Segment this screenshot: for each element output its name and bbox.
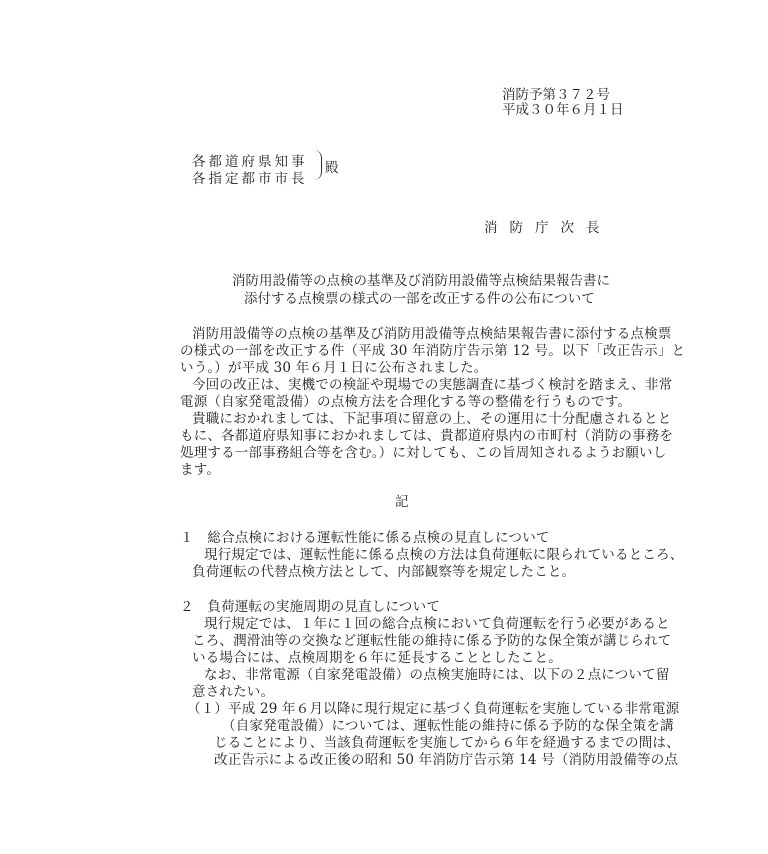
document-number: 消防予第３７２号 (502, 87, 610, 103)
document-date: 平成３０年６月１日 (502, 102, 624, 118)
sender: 消防庁次長 (484, 220, 612, 236)
body-line: 貴職におかれましては、下記事項に留意の上、その運用に十分配慮されるとと (192, 411, 672, 427)
section-2-line: ころ、潤滑油等の交換など運転性能の維持に係る予防的な保全策が講じられて (192, 633, 672, 649)
title-line-1: 消防用設備等の点検の基準及び消防用設備等点検結果報告書に (232, 273, 610, 289)
addressee-mayors: 各指定都市市長 (192, 171, 308, 187)
section-2-line: いる場合には、点検周期を６年に延長することとしたこと。 (192, 650, 562, 666)
section-2-item-1-line: 改正告示による改正後の昭和 50 年消防庁告示第 14 号（消防用設備等の点 (214, 752, 679, 768)
body-line: 今回の改正は、実機での検証や現場での実態調査に基づく検討を踏まえ、非常 (192, 377, 673, 393)
section-2-note-line: 意されたい。 (192, 684, 275, 700)
section-2-item-1-line: （１）平成 29 年６月以降に現行規定に基づく負荷運転を実施している非常電源 (187, 701, 680, 717)
section-1-heading: １ 総合点検における運転性能に係る点検の見直しについて (180, 530, 550, 546)
body-line: 電源（自家発電設備）の点検方法を合理化する等の整備を行うものです。 (180, 394, 632, 410)
title-line-2: 添付する点検票の様式の一部を改正する件の公布について (244, 291, 595, 307)
section-1-line: 現行規定では、運転性能に係る点検の方法は負荷運転に限られているところ、 (204, 547, 684, 563)
brace-mark (314, 150, 322, 180)
body-line: 処理する一部事務組合等を含む。）に対しても、この旨周知されるようお願いし (180, 445, 667, 461)
honorific: 殿 (325, 160, 339, 176)
body-line: いう。）が平成 30 年６月１日に公布されました。 (180, 360, 488, 376)
body-line: ます。 (180, 462, 221, 478)
addressee-governors: 各都道府県知事 (192, 154, 308, 170)
body-line: もに、各都道府県知事におかれましては、貴都道府県内の市町村（消防の事務を (180, 428, 674, 444)
section-1-line: 負荷運転の代替点検方法として、内部観察等を規定したこと。 (192, 564, 576, 580)
section-2-item-1-line: じることにより、当該負荷運転を実施してから６年を経過するまでの間は、 (214, 735, 680, 751)
body-line: の様式の一部を改正する件（平成 30 年消防庁告示第 12 号。以下「改正告示」と (180, 343, 686, 359)
section-2-line: 現行規定では、１年に１回の総合点検において負荷運転を行う必要があると (204, 616, 670, 632)
section-2-heading: ２ 負荷運転の実施周期の見直しについて (180, 599, 441, 615)
section-2-item-1-line: （自家発電設備）については、運転性能の維持に係る予防的な保全策を講 (222, 718, 674, 734)
section-2-note-line: なお、非常電源（自家発電設備）の点検実施時には、以下の２点について留 (204, 667, 670, 683)
ki-heading: 記 (395, 494, 409, 510)
body-line: 消防用設備等の点検の基準及び消防用設備等点検結果報告書に添付する点検票 (192, 326, 672, 342)
